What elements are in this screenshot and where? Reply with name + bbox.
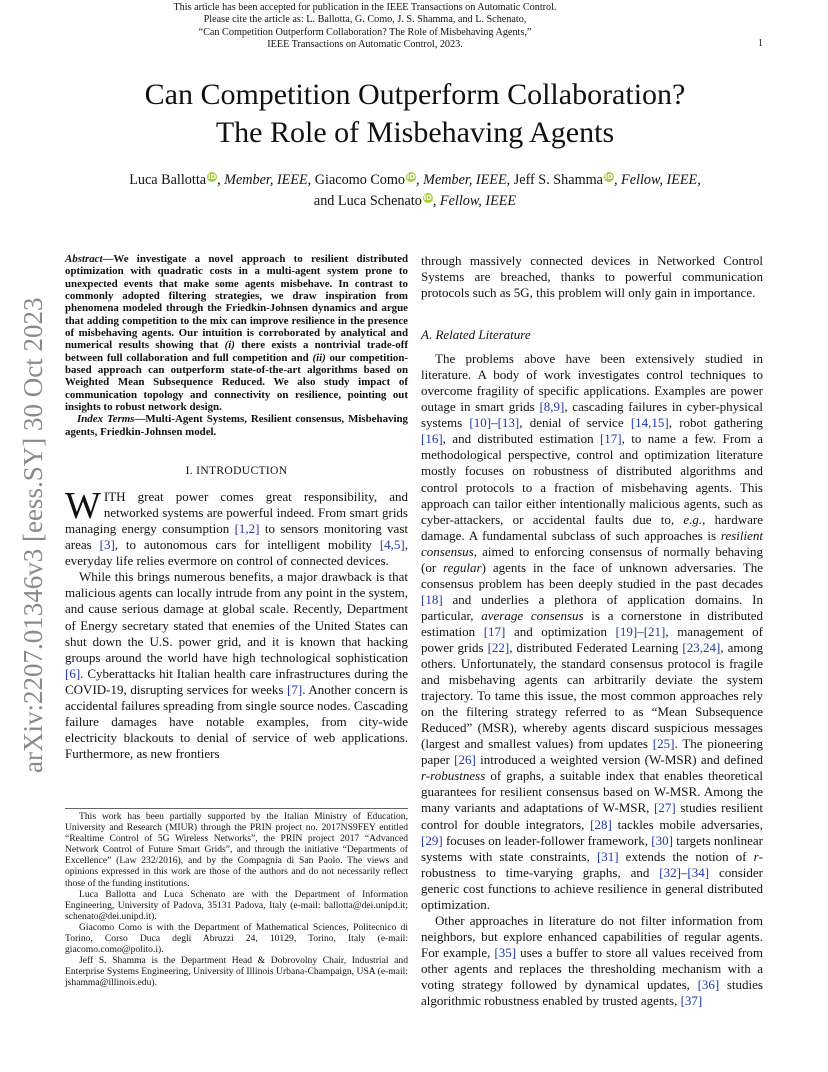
body-text: , and distributed estimation [442,431,600,447]
body-text: ) agents in the face of unknown adversaries. The consensus problem has been deeply studied in the past decades [421,559,763,591]
abstract-text: there exists a nontrivial trade-off between full collaboration and full competition and [65,339,408,364]
body-text: and optimization [505,623,616,639]
body-text: , to name a few. From a methodological perspective, control and optimization literature mostly focuses on robustness of distributed algorithms and control protocols to a fraction of misbehaving agents. This approach can tailor either intentionally malicious agents, such as cyber-attackers, or accidental faults due to, [421,431,763,527]
orcid-icon[interactable]: iD [604,173,614,181]
citation-link[interactable]: [8,9] [539,399,565,415]
abstract-text: —We investigate a novel approach to resilient distributed optimization with quadratic costs in a multi-agent system prone to unexpected events that make some agents misbehave. In contrast to commonly adopted filtering strategies, we draw inspiration from phenomena modeled through the Friedkin-Johnsen dynamics and argue that adding competition to the mix can improve resilience in the presence of misbehaving agents. Our intuition is corroborated by analytical and numerical results showing that [65,253,408,352]
body-text: While this brings numerous benefits, a major drawback is that malicious agents can locally intrude from any point in the system, and cause serious damage at global scale. Recently, Department of Energy secretary stated that enemies of the United States can shut down the U.S. power grid, and it is known that hacking groups around the world have high technological sophistication [65,569,408,665]
body-text: , aimed to enforcing consensus of normally behaving (or [421,543,763,575]
abstract-text: (ii) [312,351,326,364]
author-role: , Member, IEEE, [416,172,514,188]
citation-link[interactable]: [18] [421,591,443,607]
orcid-icon[interactable]: iD [406,173,416,181]
body-text: uses a buffer to store all values received from other agents and replaces the thresholding mechanism with a voting strategy followed by dynamical updates, [421,944,763,992]
body-text: , denial of service [519,415,631,431]
author-name: Jeff S. Shamma [513,172,603,188]
paper-title [50,76,780,152]
citation-link[interactable]: [25] [652,736,675,752]
citation-link[interactable]: [28] [590,816,612,832]
abstract-text: our competition-based approach can outperform state-of-the-art algorithms based on Weighted Mean Subsequence Reduced. We also study impact of communication topology and connectivity on resilience, pointing out insights to robust network design. [65,351,409,414]
body-text: introduced a weighted version (W-MSR) and defined [475,752,763,768]
citation-link[interactable]: [7] [287,681,303,697]
body-text: e.g., [683,511,706,527]
citation-link[interactable]: [14,15] [630,415,669,431]
publication-note-line: This article has been accepted for publication in the IEEE Transactions on Automatic Control. [173,2,557,13]
citation-link[interactable]: [3] [99,537,115,553]
citation-link[interactable]: [34] [687,864,710,880]
body-text: , distributed Federated Learning [509,639,683,655]
body-paragraph: through massively connected devices in Networked Control Systems are breached, thanks to powerful communication protocols such as 5G, this problem will only gain in importance. [421,253,763,301]
citation-link[interactable]: [31] [596,848,619,864]
publication-note-line: IEEE Transactions on Automatic Control, 2023. [267,39,463,51]
citation-link[interactable]: [29] [421,832,443,848]
body-text: , management of power grids [421,623,763,655]
body-text: Other approaches in literature do not filter information from neighbors, but explore enhanced capabilities of regular agents. For example, [421,912,763,960]
body-text: , among others. Unfortunately, the standard consensus protocol is fragile and misbehaving agents can arbitrarily deviate the system trajectory. To tame this issue, the most common approaches rely on the filtering strategy referred to as “Mean Subsequence Reduced” (MSR), whereby agents discard suspicious messages (largest and smallest values) from updates [421,639,763,752]
citation-link[interactable]: [22] [487,639,510,655]
citation-link[interactable]: [30] [651,832,673,848]
citation-link[interactable]: [27] [654,800,676,816]
body-text: – [680,864,688,880]
abstract-label: Abstract [65,253,103,265]
section-heading: I. INTRODUCTION [185,464,288,478]
body-text: consider generic cost functions to achieve resilience in general distributed optimization. [421,864,763,912]
citation-link[interactable]: [23,24] [682,639,721,655]
author-role: , Fellow, IEEE [432,193,517,209]
body-text: extends the notion of [618,848,754,864]
citation-link[interactable]: [35] [494,944,517,960]
author-line [50,170,780,191]
body-text: hardware damage. A fundamental subclass of such approaches is [421,511,763,543]
body-text: . The pioneering paper [421,736,763,768]
body-paragraph [65,485,408,569]
body-text: to sensors monitoring vast areas [65,521,408,553]
body-text: tackles mobile adversaries, [611,816,763,832]
footnotes [65,808,408,989]
author-name: Luca Ballotta [129,172,207,188]
orcid-icon[interactable]: iD [423,194,432,202]
body-text: -robustness to time-varying graphs, and [421,848,763,880]
citation-link[interactable]: [21] [643,623,666,639]
citation-link[interactable]: [32] [659,864,681,880]
citation-link[interactable]: [26] [454,752,476,768]
body-text: regular [443,559,482,575]
author-role: , Fellow, IEEE, [613,172,701,188]
body-text: – [637,623,644,639]
left-column [65,253,408,762]
body-text: r [753,848,759,864]
body-text: ITH great power comes great responsibility, and networked systems are powerful indeed. From smart grids managing energy consumption [65,489,408,537]
citation-link[interactable]: [37] [680,993,703,1009]
citation-link[interactable]: [10] [469,415,492,431]
publication-note-line: Please cite the article as: L. Ballotta, G. Como, J. S. Shamma, and L. Schenato, [203,14,527,26]
citation-link[interactable]: [13] [497,415,520,431]
dropcap: W [65,485,101,528]
body-text: focuses on leader-follower framework, [442,832,652,848]
body-text: resilient consensus [421,527,763,559]
body-text: of graphs, a suitable index that enables theoretical guarantees for resilient consensus based on W-MSR. Among the many variants and adaptations of W-MSR, [421,768,763,816]
orcid-icon[interactable]: iD [207,173,217,181]
abstract [65,253,408,413]
index-terms-label: Index Terms [77,413,135,426]
body-text: . Cyberattacks hit Italian health care infrastructures during the COVID-19, disrupting services for weeks [65,665,408,697]
author-role: , Member, IEEE, [217,172,315,188]
arxiv-stamp: arXiv:2207.01346v3 [eess.SY] 30 Oct 2023 [18,297,48,773]
subsection-heading: A. Related Literature [421,327,531,343]
citation-link[interactable]: [1,2] [234,521,260,537]
body-text: studies algorithmic robustness enabled by trusted agents, [421,976,763,1009]
body-text: , cascading failures in cyber-physical systems [421,399,763,431]
right-column [421,253,763,1009]
body-text: and underlies a plethora of application domains. In particular, [421,591,763,623]
author-list [50,170,780,212]
body-text: r-robustness [421,768,486,784]
footnote: Luca Ballotta and Luca Schenato are with the Department of Information Engineering, University of Padova, 35131 Padova, Italy (e-mail: ballotta@dei.unipd.it; schenato@dei.unipd.it). [65,888,408,922]
body-text: , robot gathering [668,415,763,431]
index-terms [65,413,408,438]
author-name: and Luca Schenato [313,193,422,209]
body-text: is a cornerstone in distributed estimation [421,607,763,639]
body-paragraph [421,913,763,1009]
footnote: This work has been partially supported by the Italian Ministry of Education, University and Research (MIUR) through the PRIN project no. 2017NS9FEY entitled “Realtime Control of 5G Wireless Networks”, the PRIN project 2017 “Advanced Network Control of Future Smart Grids”, and through the initiative “Departments of Excellence” (Law 232/2016), and by the Compagnia di San Paolo. The views and opinions expressed in this work are those of the authors and do not necessarily reflect those of the funding institutions. [65,811,408,889]
citation-link[interactable]: [19] [615,623,638,639]
body-text: . Another concern is accidental failures spreading from single source nodes. Cascading failure damages have notable examples, from city-wide electricity blackouts to denial of service of web applications. Furthermore, as new frontiers [65,681,408,761]
footnote: Jeff S. Shamma is the Department Head & Dobrovolny Chair, Industrial and Enterprise Systems Engineering, University of Illinois Urbana-Champaign, USA (e-mail: jshamma@illinois.edu). [65,955,408,989]
body-paragraph [421,351,763,913]
publication-note-line: “Can Competition Outperform Collaboration? The Role of Misbehaving Agents,” [198,26,532,38]
author-name: Giacomo Como [314,172,406,188]
body-text: , to autonomous cars for intelligent mobility [114,537,380,553]
title-line: The Role of Misbehaving Agents [215,116,615,149]
abstract-text: (i) [224,339,235,352]
page-number: 1 [758,38,763,49]
title-line: Can Competition Outperform Collaboration? [144,78,686,111]
citation-link[interactable]: [36] [697,976,720,992]
author-line [50,191,780,212]
publication-note [0,2,730,52]
citation-link[interactable]: [17] [599,431,622,447]
body-text: The problems above have been extensively studied in literature. A body of work investigates control techniques to overcome fragility of specific applications. Examples are power outage in smart grids [421,351,763,415]
body-text: , everyday life relies evermore on control of connected devices. [65,537,408,569]
footnote: Giacomo Como is with the Department of Mathematical Sciences, Politecnico di Torino, Corso Duca degli Abruzzi 24, 10129, Torino, Italy (e-mail: giacomo.como@polito.i). [65,921,408,956]
citation-link[interactable]: [17] [483,623,506,639]
citation-link[interactable]: [16] [421,431,443,447]
body-text: – [491,415,498,431]
citation-link[interactable]: [4,5] [379,537,405,553]
body-text: average consensus [481,607,584,623]
index-terms-text: —Multi-Agent Systems, Resilient consensus, Misbehaving agents, Friedkin-Johnsen model. [65,413,408,438]
body-text: targets nonlinear systems with state constraints, [421,832,764,864]
body-paragraph [65,569,408,762]
body-text: studies resilient control for double integrators, [421,800,763,832]
citation-link[interactable]: [6] [65,665,81,681]
